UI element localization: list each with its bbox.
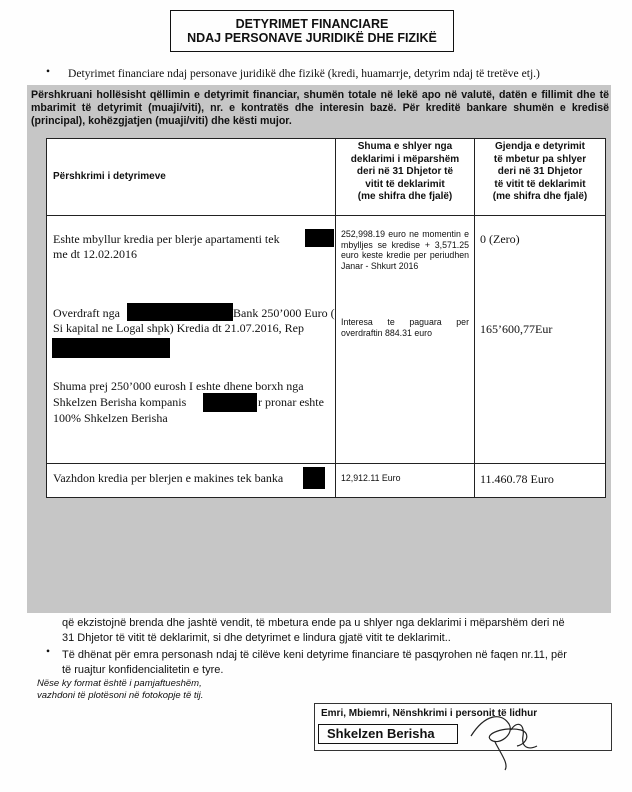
col-header-remaining-line: të mbetur pa shlyer xyxy=(493,153,587,165)
apartment-loan-remaining: 0 (Zero) xyxy=(480,232,520,246)
confidentiality-line-1: Të dhënat për emra personash ndaj të cilëve keni detyrime financiare të pasqyrohen në faqen nr.11, për xyxy=(62,649,567,661)
col-header-remaining-line: (me shifra dhe fjalë) xyxy=(492,191,588,202)
title-line-2: NDAJ PERSONAVE JURIDIKË DHE FIZIKË xyxy=(187,31,437,45)
loan-line-1: Shuma prej 250’000 eurosh I eshte dhene borxh nga xyxy=(53,379,304,393)
confidentiality-line-2: të ruajtur konfidencialitetin e tyre. xyxy=(62,664,224,676)
col-header-paid-line: (me shifra dhe fjalë) xyxy=(357,191,453,202)
col-header-paid-line: deri në 31 Dhjetor të xyxy=(356,166,454,177)
redaction-block xyxy=(52,338,170,358)
continuation-line-1: që ekzistojnë brenda dhe jashtë vendit, të mbetura ende pa u shlyer nga deklarimi i mëparshëm deri në xyxy=(62,617,565,629)
intro-bullet-text: Detyrimet financiare ndaj personave juridikë dhe fizikë (kredi, huamarrje, detyrim ndaj të tretëve etj.) xyxy=(68,67,540,80)
col-header-paid-line: Shuma e shlyer nga xyxy=(357,141,453,152)
col-header-paid xyxy=(336,141,474,204)
row-divider xyxy=(47,463,605,464)
overdraft-paid: Interesa te paguara per overdraftin 884.31 euro xyxy=(341,317,469,338)
col-header-remaining xyxy=(475,141,605,204)
overdraft-line-2: Si kapital ne Logal shpk) Kredia dt 21.07.2016, Rep xyxy=(53,321,304,335)
redaction-block xyxy=(203,393,257,412)
loan-line-3: 100% Shkelzen Berisha xyxy=(53,411,168,425)
col-header-paid-line: vitit të deklarimit xyxy=(365,178,445,190)
overdraft-line-1a: Overdraft nga xyxy=(53,306,120,320)
signature-label: Emri, Mbiemri, Nënshkrimi i personit të lidhur xyxy=(321,708,538,719)
instructions-text: Përshkruani hollësisht qëllimin e detyrimit financiar, shumën totale në lekë apo në valutë, datën e fillimit dhe të mbarimit të detyrimit (muaji/viti), nr. e kontratës dhe interesin bazë. Për kreditë bankare shumën e kredisë (principal), kohëzgjatjen (muaji/viti) dhe kësti mujor. xyxy=(31,89,609,128)
overdraft-line-1b: Bank 250’000 Euro ( xyxy=(233,306,335,320)
car-loan-description: Vazhdon kredia per blerjen e makines tek banka xyxy=(53,471,284,485)
col-header-remaining-line: të vitit të deklarimit xyxy=(494,178,586,190)
bullet-dot: • xyxy=(46,66,51,78)
title-line-1: DETYRIMET FINANCIARE xyxy=(235,17,389,31)
col-header-remaining-line: deri në 31 Dhjetor xyxy=(497,166,583,177)
note-line-2: vazhdoni të plotësoni në fotokopje të tij. xyxy=(37,690,204,701)
car-loan-paid: 12,912.11 Euro xyxy=(341,473,401,483)
signature-box xyxy=(314,703,612,751)
col-header-description: Përshkrimi i detyrimeve xyxy=(53,171,166,182)
continuation-line-2: 31 Dhjetor të vitit të deklarimit, si dhe detyrimet e lindura gjatë vitit te deklarimit.. xyxy=(62,632,451,644)
col-header-paid-line: deklarimi i mëparshëm xyxy=(350,153,460,165)
document-title-box xyxy=(170,10,454,52)
note-line-1: Nëse ky format është i pamjaftueshëm, xyxy=(37,678,202,689)
liabilities-table xyxy=(46,138,606,498)
col-header-remaining-line: Gjendja e detyrimit xyxy=(494,141,586,152)
signatory-name: Shkelzen Berisha xyxy=(318,724,458,744)
redaction-block xyxy=(305,229,334,247)
car-loan-remaining: 11.460.78 Euro xyxy=(480,472,554,486)
apartment-loan-line-1: Eshte mbyllur kredia per blerje apartamenti tek xyxy=(53,232,280,246)
bullet-dot: • xyxy=(46,646,51,658)
apartment-loan-paid: 252,998.19 euro ne momentin e mbylljes se kredise + 3,571.25 euro keste kredie per periudhen Janar - Shkurt 2016 xyxy=(341,229,469,271)
header-divider xyxy=(47,215,605,216)
handwritten-signature xyxy=(465,706,545,766)
redaction-block xyxy=(127,303,233,321)
loan-line-2a: Shkelzen Berisha kompanis xyxy=(53,395,187,409)
apartment-loan-line-2: me dt 12.02.2016 xyxy=(53,247,137,261)
loan-line-2b: r pronar eshte xyxy=(258,395,324,409)
overdraft-remaining: 165’600,77Eur xyxy=(480,322,553,336)
redaction-block xyxy=(303,467,325,489)
